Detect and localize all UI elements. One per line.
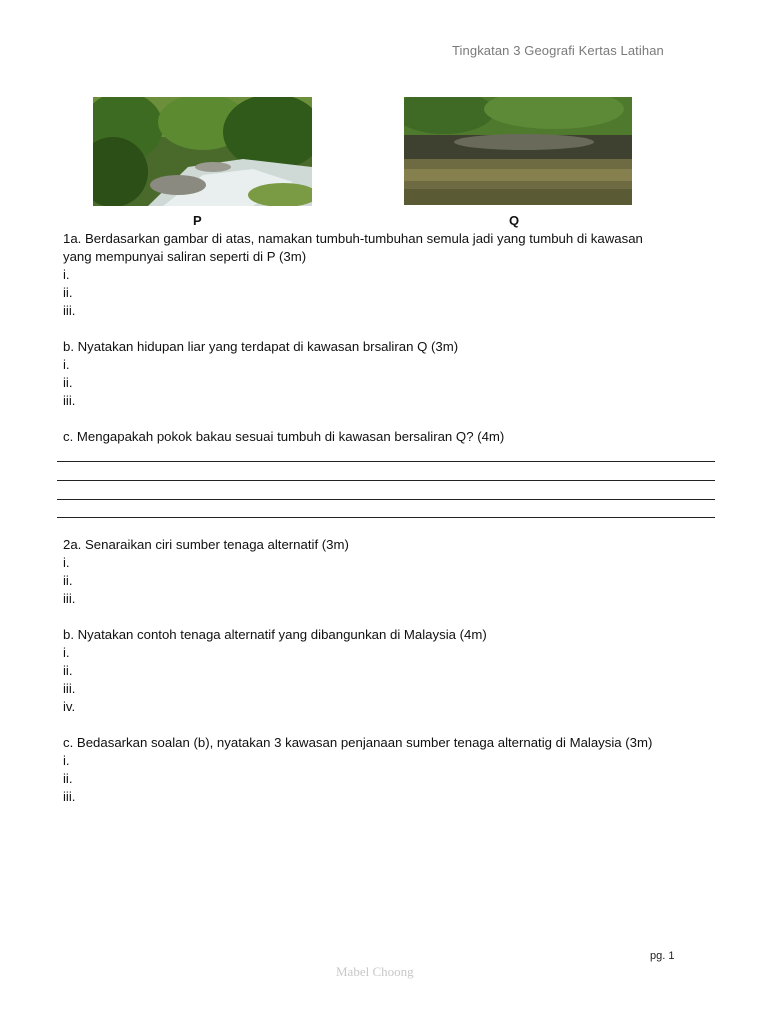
answer-line	[57, 517, 715, 518]
page-header-title: Tingkatan 3 Geografi Kertas Latihan	[452, 43, 664, 58]
worksheet-content-part2	[63, 536, 713, 806]
answer-item: i.	[63, 645, 70, 660]
question-2c: c. Bedasarkan soalan (b), nyatakan 3 kawasan penjanaan sumber tenaga alternatig di Malaysia (3m)	[63, 735, 653, 750]
question-2b-answers	[63, 644, 713, 716]
river-photo-p	[93, 97, 312, 206]
question-1a-answers	[63, 266, 713, 320]
question-2a-answers	[63, 554, 713, 608]
question-2a: 2a. Senaraikan ciri sumber tenaga alternatif (3m)	[63, 537, 349, 552]
answer-item: ii.	[63, 663, 73, 678]
answer-item: iii.	[63, 393, 76, 408]
page-number: pg. 1	[650, 950, 675, 962]
answer-item: ii.	[63, 573, 73, 588]
question-1b: b. Nyatakan hidupan liar yang terdapat di kawasan brsaliran Q (3m)	[63, 339, 459, 354]
answer-item: i.	[63, 267, 70, 282]
answer-line	[57, 461, 715, 462]
answer-line	[57, 499, 715, 500]
answer-item: i.	[63, 555, 70, 570]
author-watermark: Mabel Choong	[336, 964, 414, 979]
question-1a-line2: yang mempunyai saliran seperti di P (3m)	[63, 249, 307, 264]
answer-item: i.	[63, 753, 70, 768]
question-2b: b. Nyatakan contoh tenaga alternatif yang dibangunkan di Malaysia (4m)	[63, 627, 487, 642]
answer-item: iii.	[63, 789, 76, 804]
question-2c-answers	[63, 752, 713, 806]
river-stream-image	[93, 97, 312, 206]
mangrove-photo-q	[404, 97, 632, 205]
answer-line	[57, 480, 715, 481]
answer-item: ii.	[63, 375, 73, 390]
worksheet-content	[63, 230, 713, 446]
question-1a-line1: 1a. Berdasarkan gambar di atas, namakan tumbuh-tumbuhan semula jadi yang tumbuh di kawasan	[63, 231, 643, 246]
answer-item: ii.	[63, 285, 73, 300]
answer-item: iv.	[63, 699, 76, 714]
mangrove-swamp-image	[404, 97, 632, 205]
answer-item: ii.	[63, 771, 73, 786]
question-1b-answers	[63, 356, 713, 410]
answer-item: iii.	[63, 303, 76, 318]
question-1c: c. Mengapakah pokok bakau sesuai tumbuh di kawasan bersaliran Q? (4m)	[63, 429, 505, 444]
answer-item: i.	[63, 357, 70, 372]
answer-item: iii.	[63, 681, 76, 696]
photo-p-caption: P	[193, 213, 202, 228]
answer-item: iii.	[63, 591, 76, 606]
photo-q-caption: Q	[509, 213, 520, 228]
